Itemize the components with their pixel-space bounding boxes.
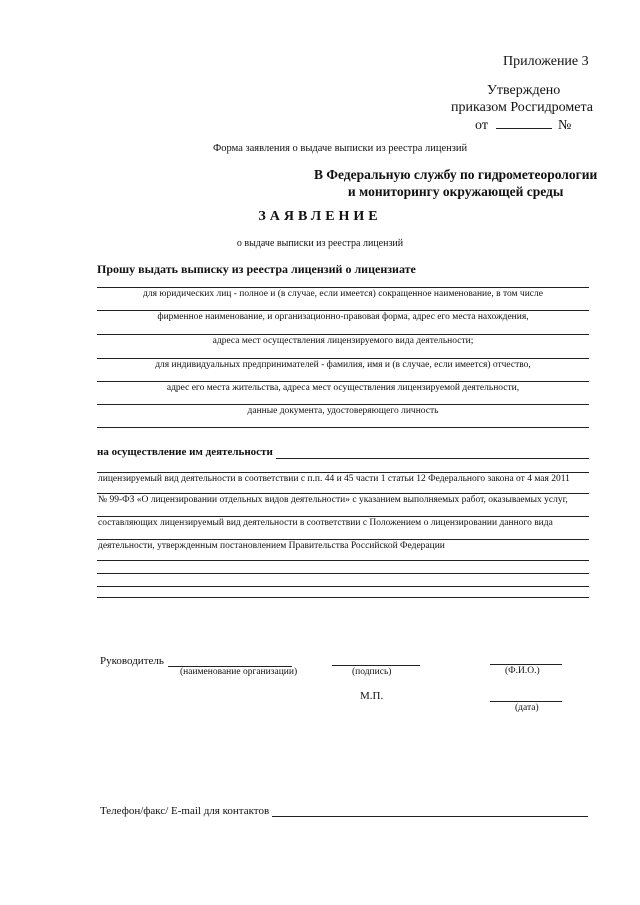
activity-text-1: лицензируемый вид деятельности в соответствии с п.п. 44 и 45 части 1 статьи 12 Федерального закона от 4 мая 2011 [98, 474, 570, 484]
licensee-fill-line[interactable] [97, 334, 589, 335]
approval-date-number [475, 116, 571, 134]
activity-fill-line[interactable] [276, 458, 589, 459]
licensee-fill-line[interactable] [97, 287, 589, 288]
activity-fill-line[interactable] [97, 493, 589, 494]
head-label: Руководитель [100, 655, 164, 667]
activity-fill-line[interactable] [97, 472, 589, 473]
form-title: Форма заявления о выдаче выписки из реестра лицензий [213, 143, 468, 154]
appendix-label: Приложение 3 [503, 54, 589, 69]
addressee [314, 166, 597, 200]
licensee-caption-4: для индивидуальных предпринимателей - фамилия, имя и (в случае, если имеется) отчество, [155, 360, 531, 370]
licensee-caption-2: фирменное наименование, и организационно-правовая форма, адрес его места нахождения, [157, 312, 529, 322]
fio-caption: (Ф.И.О.) [505, 666, 540, 676]
from-label: от [475, 118, 488, 133]
activity-text-4: деятельности, утвержденным постановлением Правительства Российской Федерации [98, 541, 445, 551]
approved-by-order: приказом Росгидромета [451, 100, 593, 115]
fio-fill-line[interactable] [490, 664, 562, 665]
licensee-caption-6: данные документа, удостоверяющего личность [247, 406, 439, 416]
activity-fill-line[interactable] [97, 560, 589, 561]
signature-caption: (подпись) [352, 667, 392, 677]
activity-fill-line[interactable] [97, 516, 589, 517]
licensee-fill-line[interactable] [97, 381, 589, 382]
activity-text-3: составляющих лицензируемый вид деятельности в соответствии с Положением о лицензировании данного вида [98, 518, 553, 528]
addressee-line-1: В Федеральную службу по гидрометеорологии [314, 167, 598, 182]
date-fill-line[interactable] [490, 701, 562, 702]
licensee-fill-line[interactable] [97, 310, 589, 311]
approved-label: Утверждено [487, 83, 561, 98]
date-caption: (дата) [515, 703, 539, 713]
contacts-label: Телефон/факс/ E-mail для контактов [100, 805, 270, 817]
activity-fill-line[interactable] [97, 586, 589, 587]
licensee-fill-line[interactable] [97, 358, 589, 359]
org-name-caption: (наименование организации) [180, 667, 298, 677]
application-subtitle: о выдаче выписки из реестра лицензий [236, 238, 404, 249]
licensee-caption-3: адреса мест осуществления лицензируемого вида деятельности; [212, 336, 474, 346]
request-text: Прошу выдать выписку из реестра лицензий о лицензиате [97, 262, 416, 276]
application-title: ЗАЯВЛЕНИЕ [258, 209, 382, 224]
activity-label: на осуществление им деятельности [97, 446, 273, 458]
licensee-caption-5: адрес его места жительства, адреса мест осуществления лицензируемой деятельности, [166, 383, 520, 393]
licensee-fill-line[interactable] [97, 427, 589, 428]
licensee-fill-line[interactable] [97, 404, 589, 405]
number-sign: № [557, 118, 572, 133]
activity-fill-line[interactable] [97, 573, 589, 574]
contacts-fill-line[interactable] [272, 816, 588, 817]
addressee-line-2: и мониторингу окружающей среды [347, 184, 564, 199]
approval-date-blank[interactable] [496, 116, 552, 129]
activity-fill-line[interactable] [97, 597, 589, 598]
signature-fill-line[interactable] [332, 665, 420, 666]
stamp-label: М.П. [360, 690, 384, 702]
activity-text-2: № 99-ФЗ «О лицензировании отдельных видов деятельности» с указанием выполняемых работ, оказываемых услуг, [98, 495, 568, 505]
activity-fill-line[interactable] [97, 539, 589, 540]
licensee-caption-1: для юридических лиц - полное и (в случае, если имеется) сокращенное наименование, в том числе [143, 289, 543, 299]
